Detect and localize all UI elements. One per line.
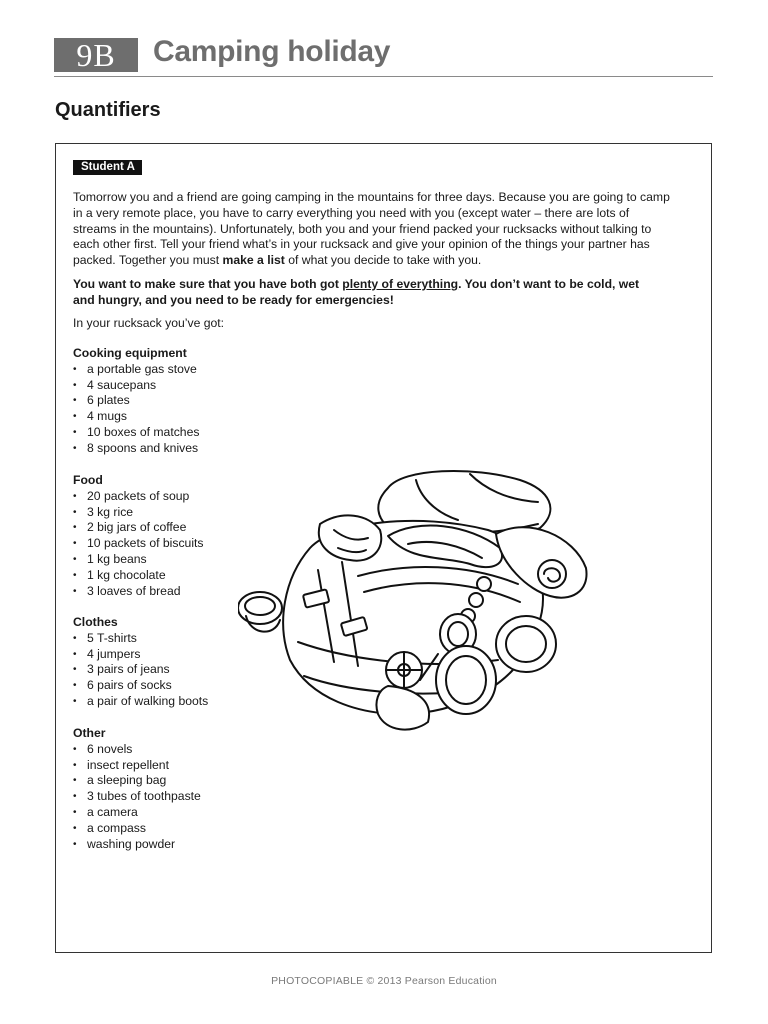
category-other: [73, 726, 333, 852]
list-item: • 6 plates: [73, 393, 333, 409]
list-item: • 6 novels: [73, 742, 333, 758]
unit-badge: 9B: [54, 38, 138, 72]
list-item: • 20 packets of soup: [73, 489, 333, 505]
section-title: Quantifiers: [55, 99, 161, 121]
intro-paragraph: [73, 190, 673, 269]
item-list: [73, 362, 333, 457]
list-item: • a compass: [73, 821, 333, 837]
student-label: Student A: [73, 160, 142, 175]
category-cooking-equipment: [73, 346, 333, 457]
item-list: [73, 742, 333, 853]
list-item: • 2 big jars of coffee: [73, 520, 333, 536]
category-title: Food: [73, 473, 103, 487]
list-item: • 8 spoons and knives: [73, 441, 333, 457]
list-item: • 3 tubes of toothpaste: [73, 789, 333, 805]
list-item: • 3 loaves of bread: [73, 584, 333, 600]
emphasis-text-1: You want to make sure that you have both got: [73, 277, 343, 291]
list-item: • 1 kg chocolate: [73, 568, 333, 584]
list-item: • 5 T-shirts: [73, 631, 333, 647]
list-item: • 10 boxes of matches: [73, 425, 333, 441]
list-item: • washing powder: [73, 837, 333, 853]
list-item: • 1 kg beans: [73, 552, 333, 568]
rucksack-lead: In your rucksack you’ve got:: [73, 316, 225, 330]
copyright-footer: PHOTOCOPIABLE © 2013 Pearson Education: [271, 975, 497, 987]
rucksack-illustration: [238, 466, 590, 738]
header-divider: [54, 76, 713, 77]
list-item: • 6 pairs of socks: [73, 678, 333, 694]
category-title: Clothes: [73, 615, 118, 629]
list-item: • 4 jumpers: [73, 647, 333, 663]
intro-text-2: of what you decide to take with you.: [284, 253, 482, 268]
list-item: • a portable gas stove: [73, 362, 333, 378]
intro-text-1: Tomorrow you and a friend are going camping in the mountains for three days. Because you are going to camp in a very remote place, you have to carry everything you need with you (except water – there are lots of streams in the mountains). Unfortunately, both you and your friend packed your rucksacks without talking to each other first. Tell your friend what’s in your rucksack and give your opinion of the things your partner has packed. Together you must: [73, 190, 670, 268]
list-item: • 3 pairs of jeans: [73, 662, 333, 678]
list-item: • 4 mugs: [73, 409, 333, 425]
list-item: • 10 packets of biscuits: [73, 536, 333, 552]
emphasis-paragraph: [73, 277, 663, 309]
category-title: Other: [73, 726, 106, 740]
page-title: Camping holiday: [153, 35, 391, 68]
intro-bold: make a list: [222, 253, 285, 268]
emphasis-underlined: plenty of everything: [342, 277, 459, 291]
list-item: • 4 saucepans: [73, 378, 333, 394]
list-item: • a camera: [73, 805, 333, 821]
list-item: • a sleeping bag: [73, 773, 333, 789]
list-item: • 3 kg rice: [73, 505, 333, 521]
category-title: Cooking equipment: [73, 346, 187, 360]
list-item: • a pair of walking boots: [73, 694, 333, 710]
emphasis-text-2: . You don’t want to be cold, wet and hungry, and you need to be ready for emergencies!: [73, 277, 640, 307]
list-item: • insect repellent: [73, 758, 333, 774]
